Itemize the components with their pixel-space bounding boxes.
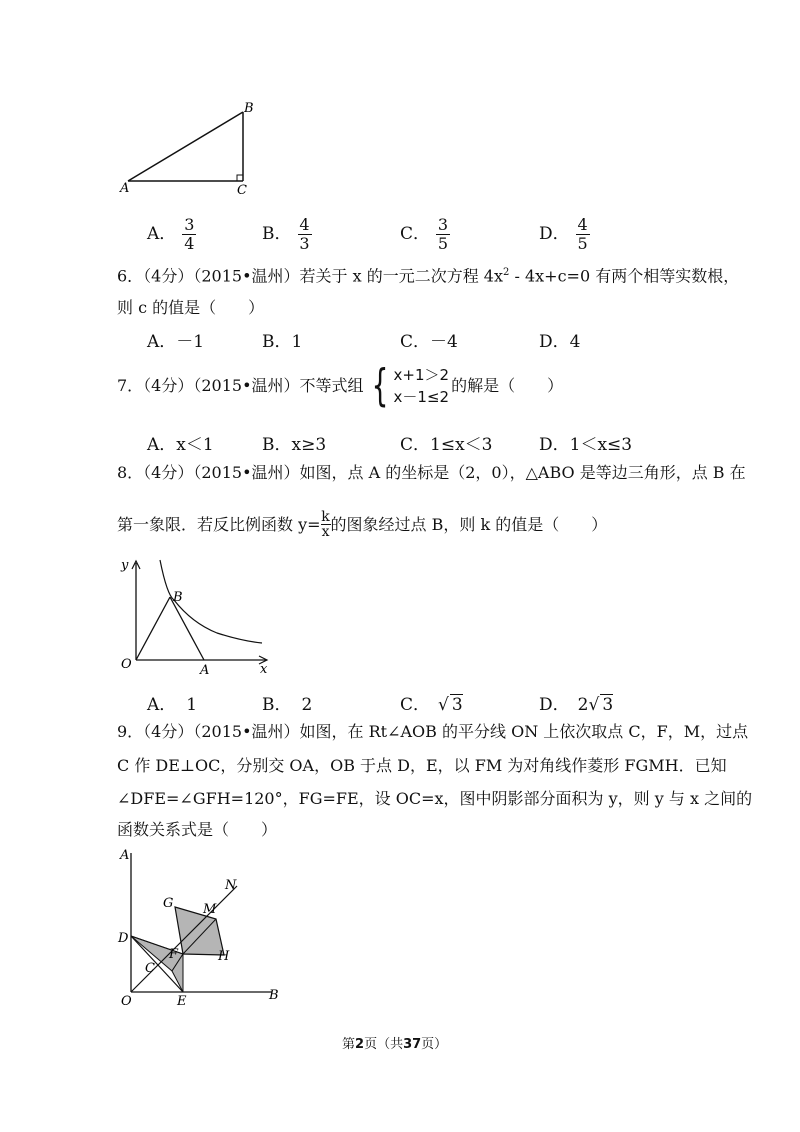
page-footer: 第2页（共37页） (342, 1037, 448, 1052)
sqrt-radicand: 3 (451, 695, 463, 715)
q6-option-d[interactable]: D．4 (539, 332, 581, 352)
label-a: A (120, 848, 130, 863)
q5-triangle-figure (115, 98, 275, 198)
fraction-k-over-x: $\frac{k}{x}$ (321, 509, 330, 540)
q5-option-a[interactable]: A． $\frac{3}{4}$ (147, 215, 195, 253)
label-f: F (169, 947, 179, 962)
q6-stem-line2: 则 c 的值是（ ） (117, 298, 265, 317)
q5-option-d[interactable]: D． $\frac{4}{5}$ (539, 215, 588, 253)
fraction: $\frac{4}{5}$ (577, 215, 588, 253)
bisector-on (131, 886, 237, 992)
q9-rhombus-figure (112, 845, 287, 1010)
label-n: N (225, 878, 237, 893)
sqrt-radicand: 3 (602, 695, 614, 715)
q8-stem-line1: 8．（4分）（2015•温州）如图，点 A 的坐标是（2，0），△ABO 是等边三角形，点 B 在 (117, 463, 746, 482)
label-a: A (200, 663, 210, 678)
label-b: B (244, 101, 254, 116)
label-o: O (121, 994, 132, 1009)
q7-stem: 7．（4分）（2015•温州）不等式组 { x+1＞2 x－1≤2 的解是（ ） (117, 360, 564, 411)
q8-option-a[interactable]: A． 1 (147, 695, 198, 715)
label-a: A (120, 181, 130, 196)
label-g: G (163, 896, 174, 911)
q8-option-c[interactable]: C． √ 3 (400, 695, 463, 715)
segment-ob (136, 597, 170, 660)
label-o: O (121, 657, 132, 672)
label-m: M (203, 902, 217, 917)
label-b: B (173, 590, 183, 605)
q7-option-d[interactable]: D．1＜x≤3 (539, 435, 633, 455)
q9-stem-line4: 函数关系式是（ ） (117, 820, 278, 839)
side-ab (128, 112, 243, 181)
label-d: D (118, 931, 129, 946)
q7-option-a[interactable]: A．x＜1 (147, 435, 214, 455)
q7-option-c[interactable]: C．1≤x＜3 (400, 435, 493, 455)
q6-option-c[interactable]: C．－4 (400, 332, 458, 352)
right-angle-mark (237, 175, 243, 181)
label-y: y (121, 558, 129, 573)
q8-option-d[interactable]: D． 2√ 3 (539, 695, 614, 715)
q9-stem-line1: 9．（4分）（2015•温州）如图，在 Rt∠AOB 的平分线 ON 上依次取点 C，F，M，过点 (117, 722, 749, 741)
fraction: $\frac{3}{4}$ (184, 215, 195, 253)
q8-graph-figure (112, 555, 282, 680)
q8-option-b[interactable]: B． 2 (262, 695, 313, 715)
q7-option-b[interactable]: B．x≥3 (262, 435, 327, 455)
segment-ba (170, 597, 204, 660)
label-b: B (269, 988, 279, 1003)
label-c: C (145, 961, 155, 976)
q6-option-a[interactable]: A．－1 (147, 332, 205, 352)
fraction: $\frac{3}{5}$ (437, 215, 449, 253)
q5-option-c[interactable]: C． $\frac{3}{5}$ (400, 215, 449, 253)
fraction: $\frac{4}{3}$ (299, 215, 310, 253)
label-h: H (218, 949, 230, 964)
inequality-system: { x+1＞2 x－1≤2 (371, 360, 450, 411)
rhombus-fgmh (175, 907, 224, 955)
q9-stem-line3: ∠DFE=∠GFH=120°，FG=FE，设 OC=x，图中阴影部分面积为 y，则 y 与 x 之间的 (117, 789, 753, 808)
q8-stem-line2: 第一象限．若反比例函数 y= $\frac{k}{x}$ 的图象经过点 B，则 k 的值是（ ） (117, 509, 608, 540)
label-c: C (237, 183, 247, 198)
label-e: E (177, 994, 187, 1009)
q5-option-b[interactable]: B． $\frac{4}{3}$ (262, 215, 310, 253)
q6-stem-line1: 6．（4分）（2015•温州）若关于 x 的一元二次方程 $4x^2 - 4x+c=0$ 有两个相等实数根， (117, 266, 740, 286)
q9-stem-line2: C 作 DE⊥OC，分别交 OA，OB 于点 D，E，以 FM 为对角线作菱形 FGMH．已知 (117, 756, 727, 775)
q6-option-b[interactable]: B．1 (262, 332, 303, 352)
label-x: x (260, 662, 268, 677)
